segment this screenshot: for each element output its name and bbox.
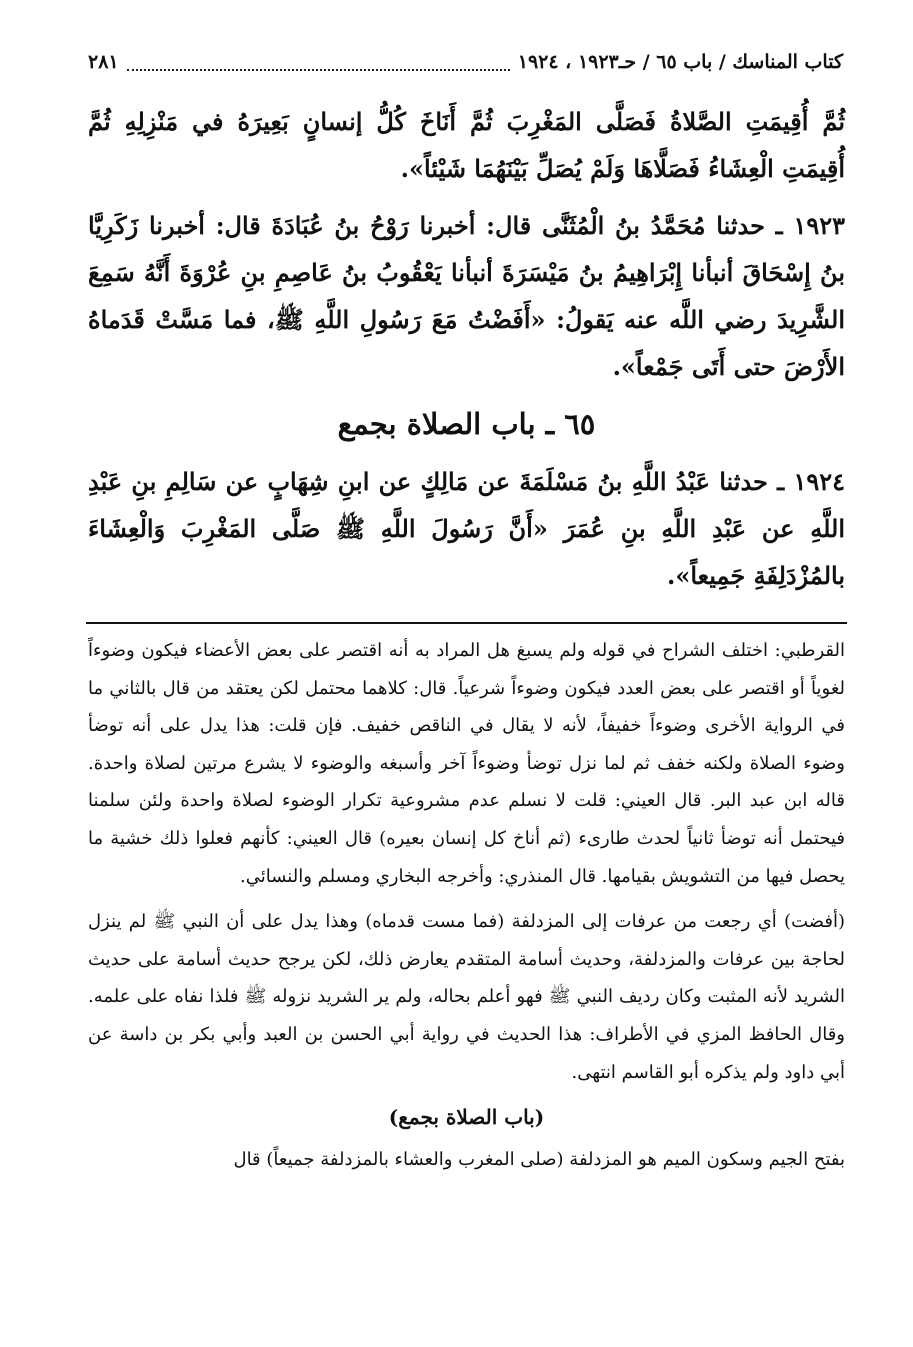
footnote-separator <box>86 622 847 624</box>
note-paragraph: (أفضت) أي رجعت من عرفات إلى المزدلفة (فما مست قدماه) وهذا يدل على أن النبي ﷺ لم ينزل لحاجة بين عرفات والمزدلفة، وحديث أسامة المتقدم يعارض ذلك، لكن يرجح حديث أسامة على حديث الشريد لأنه المثبت وكان رديف النبي ﷺ فهو أعلم بحاله، ولم ير الشريد نزوله ﷺ فلذا نفاه على علمه. وقال الحافظ المزي في الأطراف: هذا الحديث في رواية أبي الحسن بن العبد وأبي بكر بن داسة عن أبي داود ولم يذكره أبو القاسم انتهى. <box>88 911 845 1083</box>
main-text <box>88 98 845 609</box>
notes-sub-title: (باب الصلاة بجمع) <box>388 1105 545 1130</box>
paragraph-continuation: ثُمَّ أُقِيمَتِ الصَّلاةُ فَصَلَّى المَغْرِبَ ثُمَّ أَنَاخَ كُلُّ إنسانٍ بَعِيرَهُ في مَنْزِلِهِ ثُمَّ أُقِيمَتِ الْعِشَاءُ فَصَلَّاهَا وَلَمْ يُصَلِّ بَيْنَهُمَا شَيْئاً». <box>88 107 845 183</box>
note-paragraph: القرطبي: اختلف الشراح في قوله ولم يسبغ هل المراد به أنه اقتصر على بعض الأعضاء فيكون وضوءاً لغوياً أو اقتصر على بعض العدد فيكون وضوءاً شرعياً. قال: كلاهما محتمل لكن يعتقد من قال بالثاني ما في الرواية الأخرى وضوءاً خفيفاً، لأنه لا يقال في الناقص خفيف. فإن قلت: هذا يدل على أنه توضأ وضوء الصلاة ولكنه خفف ثم لما نزل توضأ وضوءاً آخر وأسبغه والوضوء لا يشرع مرتين لصلاة واحدة. قاله ابن عبد البر. قال العيني: قلت لا نسلم عدم مشروعية تكرار الوضوء لصلاة واحدة ولئن سلمنا فيحتمل أنه توضأ ثانياً لحدث طارىء (ثم أناخ كل إنسان بعيره) قال العيني: كأنهم فعلوا ذلك خشية ما يحصل فيها من التشويش بقيامها. قال المنذري: وأخرجه البخاري ومسلم والنسائي. <box>88 640 845 887</box>
page-number: ٢٨١ <box>88 51 119 73</box>
hadith-1924 <box>88 458 845 599</box>
hadith-text: حدثنا عَبْدُ اللَّهِ بنُ مَسْلَمَةَ عن مَالِكٍ عن ابنِ شِهَابٍ عن سَالِمِ بنِ عَبْدِ اللَّهِ عن عَبْدِ اللَّهِ بنِ عُمَرَ «أَنَّ رَسُولَ اللَّهِ ﷺ صَلَّى المَغْرِبَ وَالْعِشَاءَ بالمُزْدَلِفَةِ جَمِيعاً». <box>88 467 845 590</box>
hadith-text: حدثنا مُحَمَّدُ بنُ الْمُثَنَّى قال: أخبرنا رَوْحُ بنُ عُبَادَةَ قال: أخبرنا زَكَرِيَّا بنُ إِسْحَاقَ أنبأنا إِبْرَاهِيمُ بنُ مَيْسَرَةَ أنبأنا يَعْقُوبُ بنُ عَاصِمِ بنِ عُرْوَةَ أَنَّهُ سَمِعَ الشَّرِيدَ رضي اللَّه عنه يَقولُ: «أَفَضْتُ مَعَ رَسُولِ اللَّهِ ﷺ، فما مَسَّتْ قَدَماهُ الأَرْضَ حتى أَتَى جَمْعاً». <box>88 211 845 381</box>
commentary-notes <box>88 632 845 1187</box>
note-paragraph: بفتح الجيم وسكون الميم هو المزدلفة (صلى المغرب والعشاء بالمزدلفة جميعاً) قال <box>233 1149 845 1171</box>
page-header <box>88 46 843 78</box>
header-dot-leader <box>127 53 510 71</box>
hadith-1923 <box>88 202 845 390</box>
chapter-title: ٦٥ ـ باب الصلاة بجمع <box>337 407 596 441</box>
hadith-number: ١٩٢٤ ـ <box>777 467 845 496</box>
hadith-number: ١٩٢٣ ـ <box>775 211 845 240</box>
running-title: كتاب المناسك / باب ٦٥ / حـ١٩٢٣ ، ١٩٢٤ <box>517 51 843 73</box>
